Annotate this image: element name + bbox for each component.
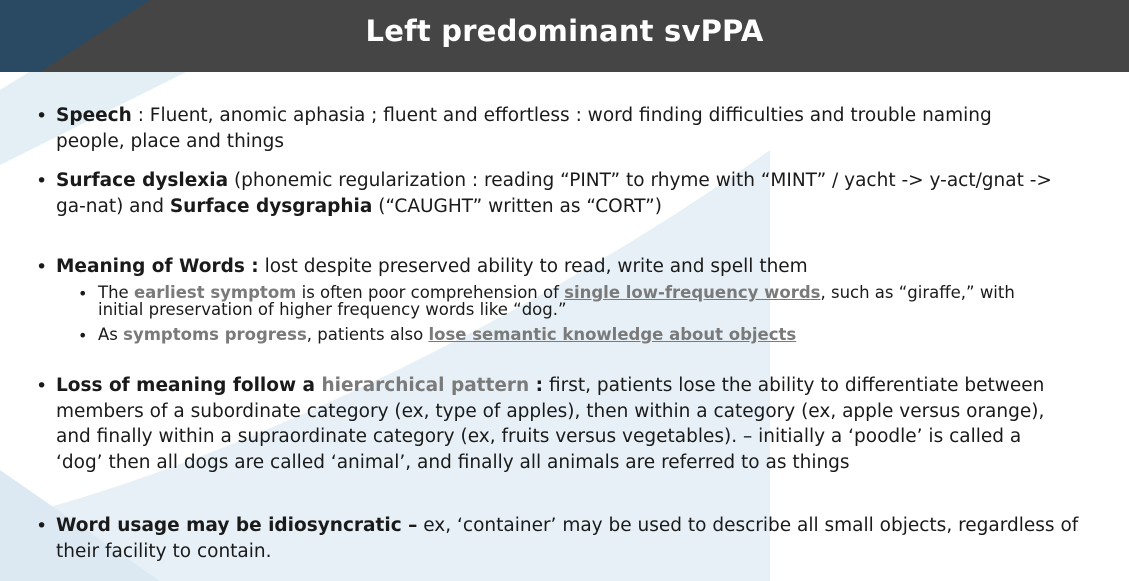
bullet-marker: • bbox=[36, 515, 48, 537]
subitem-text: As bbox=[98, 325, 124, 344]
sub-bullet-marker: • bbox=[78, 326, 88, 345]
speech-text-line2: people, place and things bbox=[56, 130, 285, 152]
word-usage-text: ex, ‘container’ may be used to describe all small objects, regardless of bbox=[417, 515, 1079, 536]
subitem-text: The bbox=[98, 283, 134, 302]
sub-bullet-marker: • bbox=[78, 284, 88, 303]
subitem-text-line2: initial preservation of higher frequency words like “dog.” bbox=[98, 299, 567, 319]
subitem-text: is often poor comprehension of bbox=[296, 283, 565, 302]
loss-text-line2: members of a subordinate category (ex, type of apples), then within a category (ex, apple versus orange), bbox=[56, 400, 1045, 422]
loss-text-line4: ‘dog’ then all dogs are called ‘animal’, and finally all animals are referred to as things bbox=[56, 451, 850, 473]
subitem-earliest-symptom bbox=[98, 285, 1118, 318]
term-surface-dyslexia: Surface dyslexia bbox=[56, 170, 229, 191]
subitem-text: , patients also bbox=[306, 325, 429, 344]
speech-text: : Fluent, anomic aphasia ; fluent and effortless : word finding difficulties and trouble naming bbox=[131, 105, 992, 126]
term-meaning-of-words: Meaning of Words : bbox=[56, 256, 259, 277]
bullet-surface-dyslexia bbox=[56, 168, 1126, 219]
bullet-marker: • bbox=[36, 375, 48, 397]
loss-text-line3: and finally within a supraordinate category (ex, fruits versus vegetables). – initially a ‘poodle’ is called a bbox=[56, 426, 1022, 447]
bullet-meaning-of-words bbox=[56, 254, 1116, 280]
term-speech: Speech bbox=[56, 105, 132, 126]
term-loss-of-meaning: Loss of meaning follow a bbox=[56, 375, 322, 396]
dysgraphia-text: (“CAUGHT” written as “CORT”) bbox=[372, 195, 662, 217]
dyslexia-text-line2: ga-nat) and bbox=[56, 195, 170, 217]
loss-text: first, patients lose the ability to differentiate between bbox=[543, 375, 1045, 396]
term-surface-dysgraphia: Surface dysgraphia bbox=[169, 195, 373, 217]
highlight-symptoms-progress: symptoms progress bbox=[123, 325, 307, 344]
bullet-marker: • bbox=[36, 105, 48, 127]
term-word-usage: Word usage may be idiosyncratic – bbox=[56, 515, 418, 536]
bullet-marker: • bbox=[36, 170, 48, 192]
subitem-symptoms-progress bbox=[98, 327, 1118, 344]
link-single-low-frequency-words[interactable]: single low-frequency words bbox=[564, 283, 821, 302]
highlight-earliest-symptom: earliest symptom bbox=[133, 283, 297, 302]
slide-title: Left predominant svPPA bbox=[365, 14, 764, 48]
dyslexia-text: (phonemic regularization : reading “PINT” to rhyme with “MINT” / yacht -> y-act/gnat -> bbox=[228, 170, 1052, 191]
bullet-marker: • bbox=[36, 256, 48, 278]
bullet-loss-of-meaning bbox=[56, 373, 1126, 475]
term-colon: : bbox=[529, 375, 544, 396]
bullet-speech bbox=[56, 103, 1116, 154]
subitem-text: , such as “giraffe,” with bbox=[820, 283, 1015, 302]
link-lose-semantic-knowledge[interactable]: lose semantic knowledge about objects bbox=[428, 325, 797, 344]
highlight-hierarchical-pattern: hierarchical pattern bbox=[321, 375, 530, 396]
meaning-text: lost despite preserved ability to read, write and spell them bbox=[258, 256, 808, 277]
word-usage-text-line2: their facility to contain. bbox=[56, 540, 272, 562]
bullet-word-usage bbox=[56, 513, 1126, 564]
